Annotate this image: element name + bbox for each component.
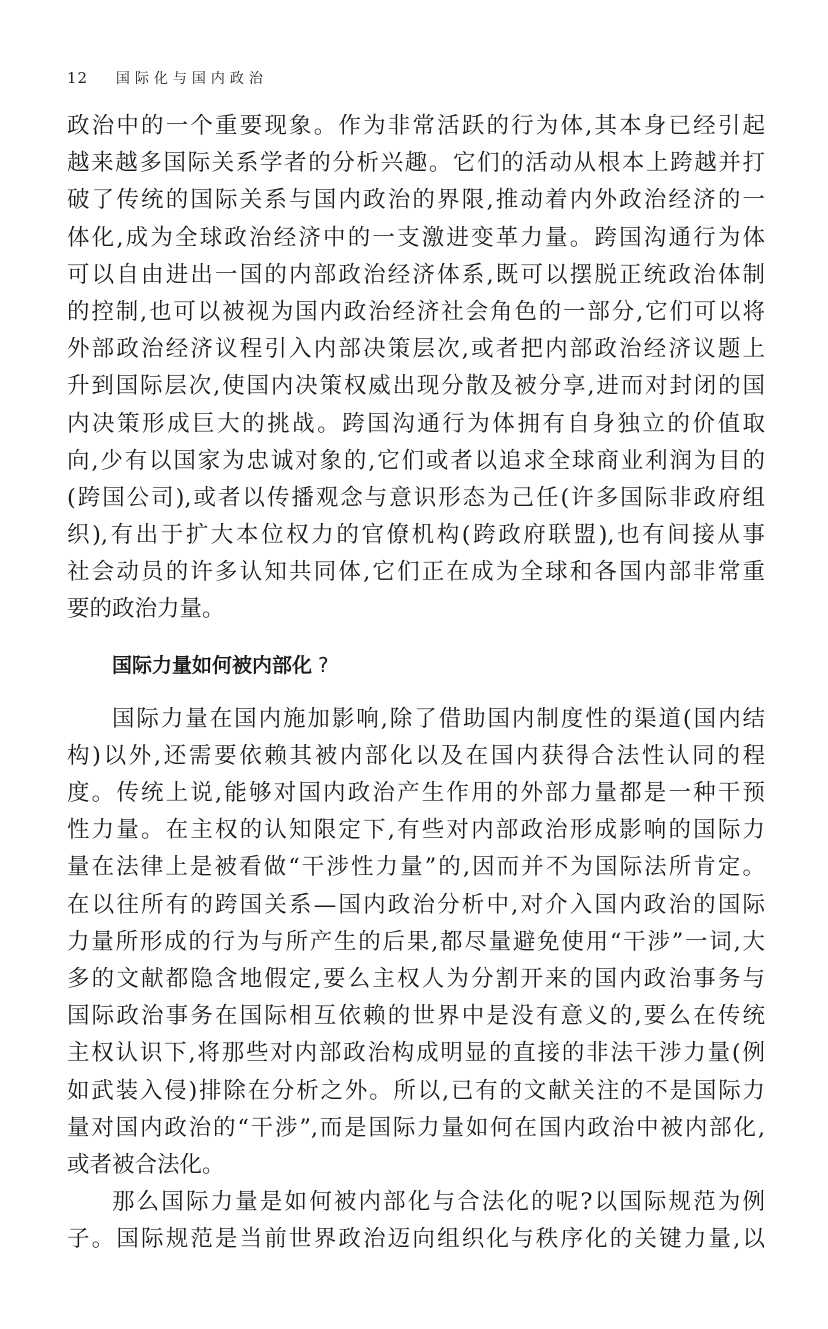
paragraph-1 — [67, 108, 765, 629]
text-line: 体化,成为全球政治经济中的一支激进变革力量。跨国沟通行为体 — [67, 224, 765, 251]
text-line: 向,少有以国家为忠诚对象的,它们或者以追求全球商业利润为目的 — [67, 447, 765, 474]
page-header — [67, 68, 268, 88]
text-line: 内决策形成巨大的挑战。跨国沟通行为体拥有自身独立的价值取 — [67, 410, 765, 437]
text-line: 可以自由进出一国的内部政治经济体系,既可以摆脱正统政治体制 — [67, 261, 765, 288]
text-line: 社会动员的许多认知共同体,它们正在成为全球和各国内部非常重 — [67, 559, 765, 586]
text-line: 破了传统的国际关系与国内政治的界限,推动着内外政治经济的一 — [67, 187, 765, 214]
text-line: 在以往所有的跨国关系—国内政治分析中,对介入国内政治的国际 — [67, 891, 765, 918]
text-line: 国际政治事务在国际相互依赖的世界中是没有意义的,要么在传统 — [67, 1003, 765, 1030]
text-line: 子。国际规范是当前世界政治迈向组织化与秩序化的关键力量,以 — [67, 1226, 765, 1253]
section-heading — [67, 645, 765, 685]
body-text — [67, 108, 765, 1258]
text-line: 力量所形成的行为与所产生的后果,都尽量避免使用“干涉”一词,大 — [67, 928, 765, 955]
text-line: 升到国际层次,使国内决策权威出现分散及被分享,进而对封闭的国 — [67, 373, 765, 400]
paragraph-2 — [67, 701, 765, 1184]
text-line: 构)以外,还需要依赖其被内部化以及在国内获得合法性认同的程 — [67, 742, 765, 769]
text-line: 多的文献都隐含地假定,要么主权人为分割开来的国内政治事务与 — [67, 965, 765, 992]
text-line: 国际力量在国内施加影响,除了借助国内制度性的渠道(国内结 — [112, 705, 765, 732]
text-line: 外部政治经济议程引入内部决策层次,或者把内部政治经济议题上 — [67, 336, 765, 363]
text-line: 织),有出于扩大本位权力的官僚机构(跨政府联盟),也有间接从事 — [67, 522, 765, 549]
page-number: 12 — [67, 69, 89, 87]
text-line: 量对国内政治的“干涉”,而是国际力量如何在国内政治中被内部化, — [67, 1114, 765, 1141]
text-line: 越来越多国际关系学者的分析兴趣。它们的活动从根本上跨越并打 — [67, 150, 765, 177]
text-line: (跨国公司),或者以传播观念与意识形态为己任(许多国际非政府组 — [67, 484, 765, 511]
section-heading-mark: ? — [318, 652, 329, 677]
running-title: 国际化与国内政治 — [115, 71, 268, 87]
text-line: 主权认识下,将那些对内部政治构成明显的直接的非法干涉力量(例 — [67, 1040, 765, 1067]
text-line: 度。传统上说,能够对国内政治产生作用的外部力量都是一种干预 — [67, 780, 765, 806]
text-line: 的控制,也可以被视为国内政治经济社会角色的一部分,它们可以将 — [67, 298, 765, 325]
text-line: 或者被合法化。 — [67, 1151, 225, 1178]
text-line: 政治中的一个重要现象。作为非常活跃的行为体,其本身已经引起 — [67, 113, 765, 139]
paragraph-3 — [67, 1184, 765, 1258]
text-line: 量在法律上是被看做“干涉性力量”的,因而并不为国际法所肯定。 — [67, 854, 765, 881]
text-line: 性力量。在主权的认知限定下,有些对内部政治形成影响的国际力 — [67, 817, 765, 844]
text-line: 要的政治力量。 — [67, 596, 225, 623]
text-line: 如武装入侵)排除在分析之外。所以,已有的文献关注的不是国际力 — [67, 1077, 765, 1104]
section-heading-text: 国际力量如何被内部化 — [112, 652, 312, 677]
text-line: 那么国际力量是如何被内部化与合法化的呢?以国际规范为例 — [112, 1189, 765, 1216]
